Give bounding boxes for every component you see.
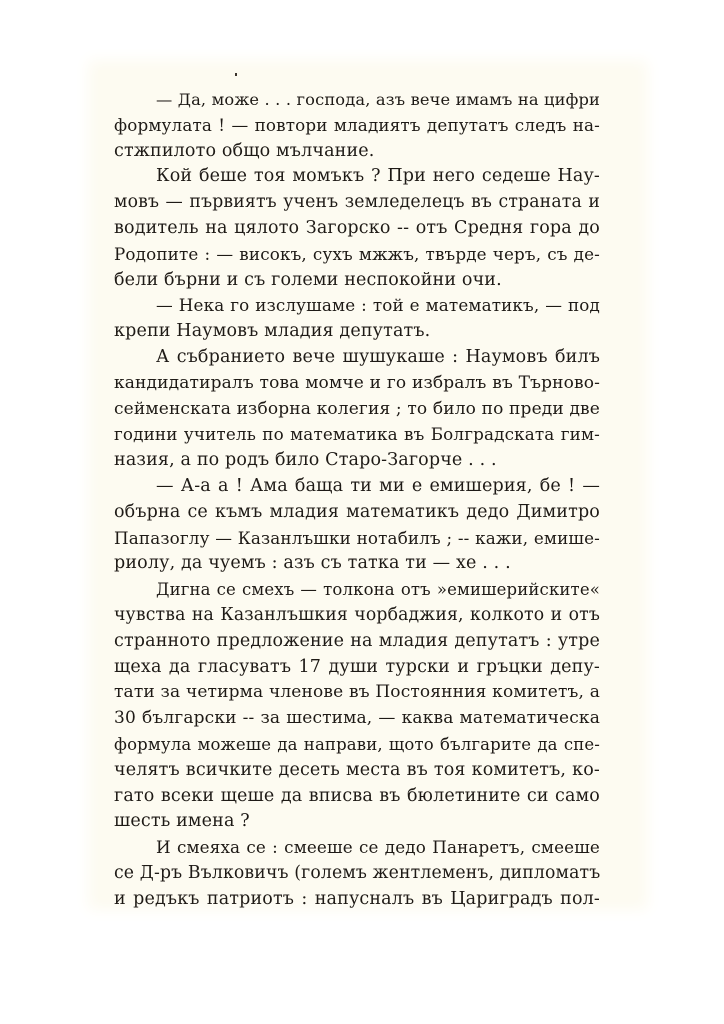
text-line: Папазоглу — Казанлъшки нотабилъ ; -- кажи, емише- — [114, 527, 600, 548]
text-line: години учитель по математика въ Болградската гим- — [114, 424, 600, 445]
text-line: водитель на цялото Загорско -- отъ Средня гора до — [114, 217, 600, 238]
text-line: формула можеше да направи, щото българите да спе- — [114, 734, 600, 754]
text-line: формулата ! — повтори младиятъ депутатъ следъ на- — [114, 114, 600, 135]
text-line: сеймeнската изборна колегия ; то било по преди две — [114, 398, 600, 419]
text-line: кандидатиралъ това момче и го избралъ въ Търново- — [114, 372, 600, 393]
text-line: и редъкъ патриотъ : напусналъ въ Цариградъ пол- — [114, 888, 600, 909]
text-line: мовъ — първиятъ ученъ земледелецъ въ страната и — [114, 192, 600, 213]
text-line: Дигна се смехъ — толкона отъ »емишерийските« — [156, 580, 600, 600]
text-line: И смеяха се : смееше се дедо Панаретъ, смееше — [156, 837, 600, 858]
text-line: — Нека го изслушаме : той е математикъ, — под — [156, 295, 600, 316]
text-line: обърна се къмъ младия математикъ дедо Димитро — [114, 501, 600, 522]
text-line: странното предложение на младия депутатъ : утре — [114, 630, 600, 651]
text-line: — Да, може . . . господа, азъ вече имамъ нa цифри — [156, 90, 600, 109]
text-line: бели бърни и съ големи неспокойни очи. — [114, 269, 502, 290]
text-line: чувства на Казанлъшкия чорбаджия, колкото и отъ — [114, 604, 600, 625]
text-line: крепи Наумовъ младия депутатъ. — [114, 321, 431, 342]
text-line: А събранието вече шушукаше : Наумовъ билъ — [156, 346, 600, 367]
text-line: шесть имена ? — [114, 811, 250, 832]
text-line: щеха да гласуватъ 17 души турски и гръцки депу- — [114, 656, 600, 677]
stray-ink-mark — [235, 73, 237, 76]
text-line: челятъ всичките десеть места въ тоя комитетъ, ко- — [114, 759, 600, 780]
text-line: риолу, да чуемъ : азъ съ татка ти — хе . . . — [114, 553, 511, 574]
text-line: се Д-ръ Вълковичъ (големъ жентлеменъ, дипломатъ — [114, 862, 601, 883]
text-line: назия, а по родъ било Старо-Загорче . . . — [114, 450, 497, 471]
text-line: 30 български -- за шестима, — каква математическа — [114, 708, 600, 729]
text-line: стжпилото общо мълчание. — [114, 140, 375, 161]
text-line: — А-а а ! Ама баща ти ми е емишерия, бе ! — — [156, 475, 600, 496]
body-text — [114, 87, 600, 913]
text-line: гато всеки щеше да вписва въ бюлетините си само — [114, 785, 600, 806]
text-line: тати за четирма членове въ Постоянния комитетъ, а — [114, 682, 600, 703]
text-line: Кой беше тоя момъкъ ? При него седеше Нау- — [156, 166, 600, 187]
text-line: Родопите : — високъ, сухъ мжжъ, твърде черъ, съ де- — [114, 243, 600, 264]
